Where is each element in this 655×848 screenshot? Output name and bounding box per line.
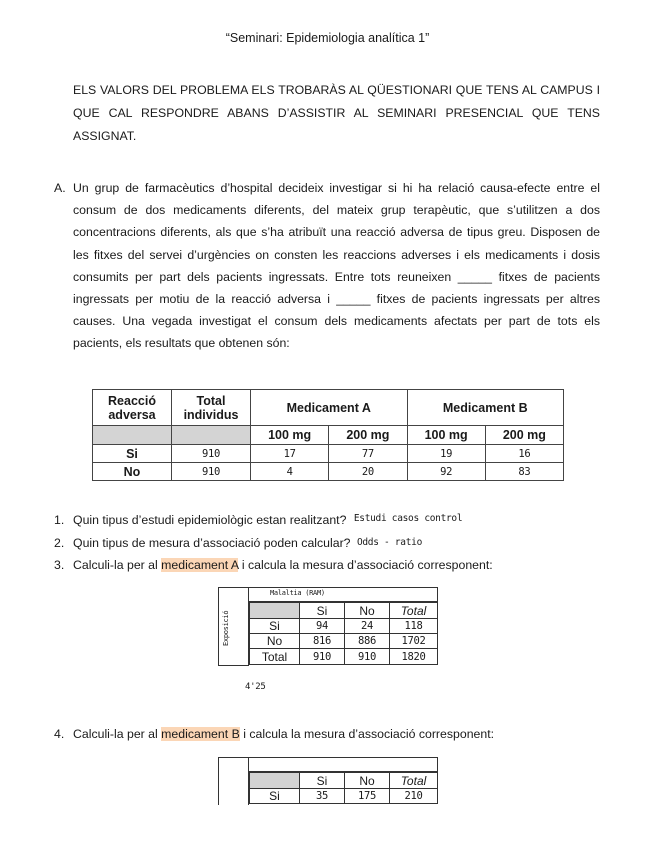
dose-a-100: 100 mg xyxy=(251,426,329,445)
cell-total: 210 xyxy=(390,789,438,804)
question-text-post: i calcula la mesura d’associació corresponent: xyxy=(241,558,493,572)
cell-no: 175 xyxy=(345,789,390,804)
dose-a-200: 200 mg xyxy=(329,426,407,445)
row-label: Si xyxy=(93,445,172,463)
cell-total: 910 xyxy=(172,445,251,463)
cell-total: 1820 xyxy=(390,649,438,665)
table-a-container xyxy=(218,587,438,666)
cell-a100: 17 xyxy=(251,445,329,463)
contingency-table-a xyxy=(249,602,438,665)
row-label: Total xyxy=(250,649,300,665)
problem-marker: A. xyxy=(54,181,66,195)
table-row xyxy=(250,634,438,649)
header-no: No xyxy=(345,603,390,619)
cell-total: 910 xyxy=(172,463,251,481)
row-label: No xyxy=(250,634,300,649)
question-number: 1. xyxy=(54,513,65,527)
cell-b200: 83 xyxy=(485,463,563,481)
question-text-pre: Calculi-la per al xyxy=(73,558,158,572)
handwritten-answer: Odds - ratio xyxy=(356,537,422,548)
grey-cell xyxy=(172,426,251,445)
dose-b-100: 100 mg xyxy=(407,426,485,445)
top-box xyxy=(249,757,438,772)
cell-no: 910 xyxy=(345,649,390,665)
table-row xyxy=(250,789,438,804)
handwritten-answer: Estudi casos control xyxy=(353,513,463,524)
intro-paragraph: ELS VALORS DEL PROBLEMA ELS TROBARÀS AL QÜESTIONARI QUE TENS AL CAMPUS I QUE CAL RESPONDRE ABANS D’ASSISTIR AL SEMINARI PRESENCIAL QUE TENS ASSIGNAT. xyxy=(73,83,600,143)
question-2 xyxy=(54,536,422,550)
question-number: 2. xyxy=(54,536,65,550)
problem-paragraph: Un grup de farmacèutics d’hospital decideix investigar si hi ha relació causa-efecte entre el consum de dos medicaments diferents, del mateix grup terapèutic, que s’utilitzen a dos concentracions diferents, als que s’ha atribuït una reacció adversa de tipus greu. Disposen de les fitxes del servei d’urgències on consten les reaccions adverses i els medicaments i dosis consumits per part dels pacients ingressats. Entre tots reuneixen _____ fitxes de pacients ingressats per motiu de la reacció adversa i _____ fitxes de pacients ingressats per altres causes. Una vegada investigat el consum dels medicaments afectats per part de tots els pacients, els resultats que obtenen són: xyxy=(73,181,600,351)
table-row xyxy=(250,649,438,665)
question-text: Quin tipus d’estudi epidemiològic estan realitzant? xyxy=(73,513,347,527)
cell-b100: 92 xyxy=(407,463,485,481)
cell-no: 24 xyxy=(345,619,390,634)
highlighted-text: medicament A xyxy=(161,558,239,572)
header-no: No xyxy=(345,773,390,789)
question-3 xyxy=(54,558,493,572)
cell-b200: 16 xyxy=(485,445,563,463)
header-reaccio: Reacció adversa xyxy=(93,390,172,426)
table-row xyxy=(93,445,564,463)
table-row xyxy=(250,619,438,634)
question-number: 3. xyxy=(54,558,65,572)
question-4 xyxy=(54,727,494,741)
handwritten-result: 4'25 xyxy=(245,682,266,692)
question-text: Quin tipus de mesura d’associació poden calcular? xyxy=(73,536,351,550)
page-title: “Seminari: Epidemiologia analítica 1” xyxy=(225,31,430,45)
question-text-pre: Calculi-la per al xyxy=(73,727,158,741)
table-b-container xyxy=(218,757,438,805)
cell-si: 910 xyxy=(300,649,345,665)
table-row xyxy=(93,463,564,481)
cell-si: 816 xyxy=(300,634,345,649)
top-note: Malaltia (RAM) xyxy=(270,589,325,597)
header-total: Total individus xyxy=(172,390,251,426)
grey-cell xyxy=(93,426,172,445)
grey-cell xyxy=(250,603,300,619)
cell-total: 118 xyxy=(390,619,438,634)
side-label: Exposició xyxy=(222,610,230,646)
highlighted-text: medicament B xyxy=(161,727,240,741)
header-si: Si xyxy=(300,603,345,619)
header-total: Total xyxy=(390,603,438,619)
question-number: 4. xyxy=(54,727,65,741)
question-text-post: i calcula la mesura d’associació corresponent: xyxy=(243,727,495,741)
cell-a100: 4 xyxy=(251,463,329,481)
grey-cell xyxy=(250,773,300,789)
row-label: Si xyxy=(250,789,300,804)
cell-no: 886 xyxy=(345,634,390,649)
results-table xyxy=(92,389,564,481)
contingency-table-b xyxy=(249,772,438,804)
cell-si: 35 xyxy=(300,789,345,804)
cell-a200: 20 xyxy=(329,463,407,481)
header-medicament-a: Medicament A xyxy=(251,390,408,426)
cell-b100: 19 xyxy=(407,445,485,463)
cell-total: 1702 xyxy=(390,634,438,649)
row-label: No xyxy=(93,463,172,481)
question-1 xyxy=(54,513,462,527)
header-total: Total xyxy=(390,773,438,789)
row-label: Si xyxy=(250,619,300,634)
header-si: Si xyxy=(300,773,345,789)
cell-a200: 77 xyxy=(329,445,407,463)
dose-b-200: 200 mg xyxy=(485,426,563,445)
cell-si: 94 xyxy=(300,619,345,634)
header-medicament-b: Medicament B xyxy=(407,390,564,426)
side-box xyxy=(218,757,249,805)
